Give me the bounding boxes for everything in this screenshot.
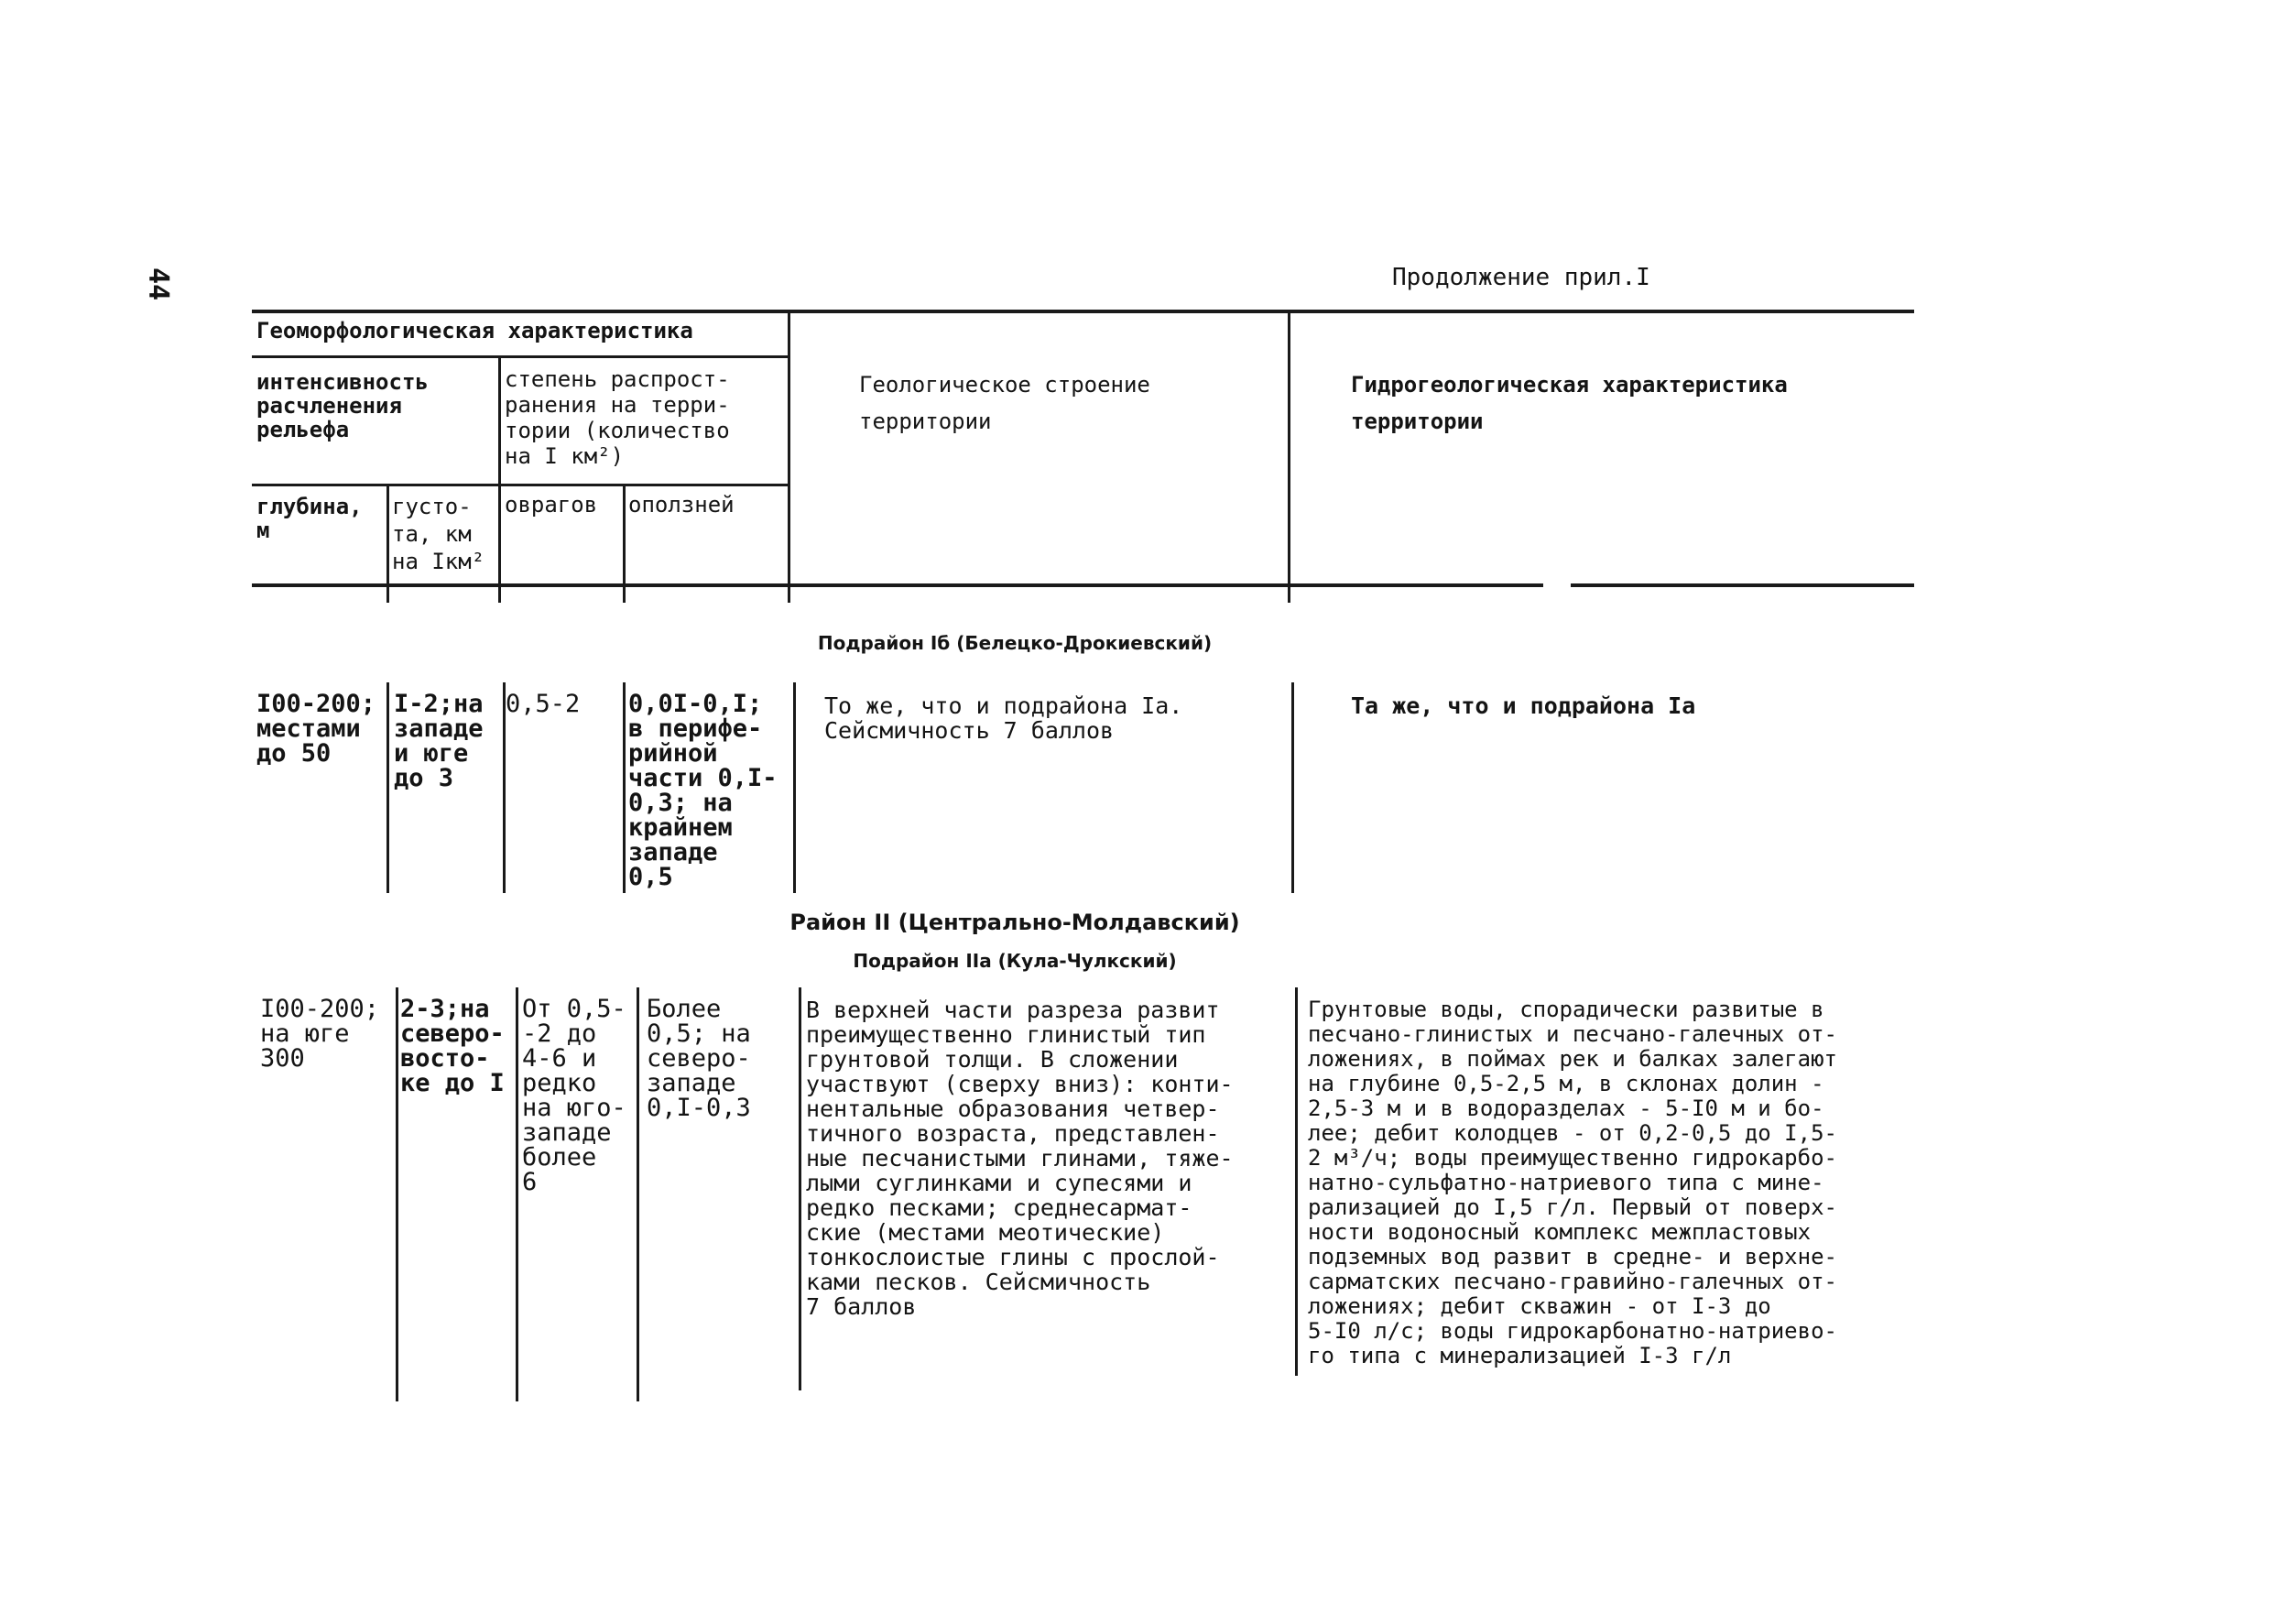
- row1-divider: [386, 682, 389, 893]
- density-cell: 2-3;на северо- восто- ке до I: [400, 995, 505, 1097]
- geomorph-under-rule: [252, 355, 788, 358]
- row2-divider: [1295, 987, 1298, 1376]
- col-divider-landslides: [623, 485, 626, 603]
- ravines-cell: От 0,5- -2 до 4-6 и редко на юго- западе более 6: [522, 995, 626, 1196]
- col-divider-geology: [788, 310, 790, 603]
- ravines-cell: 0,5-2: [506, 690, 581, 718]
- header-bottom-rule: [252, 583, 1543, 587]
- landslides-cell: Более 0,5; на северо- западе 0,I-0,3: [647, 995, 751, 1122]
- degree-header: степень распрост- ранения на терри- тории (количество на I км²): [505, 366, 730, 469]
- depth-cell: I00-200; на юге 300: [260, 995, 380, 1073]
- row1-divider: [793, 682, 796, 893]
- depth-cell: I00-200; местами до 50: [256, 690, 376, 768]
- subregion-heading: Подрайон IIа (Кула-Чулкский): [853, 950, 1177, 972]
- ravines-header: оврагов: [505, 492, 598, 518]
- row2-divider: [637, 987, 639, 1401]
- geomorph-header: Геоморфологическая характеристика: [256, 318, 693, 343]
- row1-divider: [1291, 682, 1294, 893]
- continuation-label: Продолжение прил.I: [1392, 264, 1650, 291]
- geology-cell: То же, что и подрайона Ia. Сейсмичность 7 баллов: [824, 692, 1183, 744]
- col-divider-density: [386, 485, 389, 603]
- density-header: густо- та, км на Iкм²: [392, 494, 485, 574]
- depth-header: глубина, м: [256, 494, 363, 543]
- geology-header: Геологическое строение территории: [859, 372, 1150, 434]
- hydro-cell: Грунтовые воды, спорадически развитые в песчано-глинистых и песчано-галечных от- ложениях, в поймах рек и балках залегают на глубине 0,5-2,5 м, в склонах долин - 2,5-3 м и в водоразделах - 5-I0 м и бо- лее; дебит колодцев - от 0,2-0,5 до I,5- 2 м³/ч; воды преимущественно гидрокарбо- натно-сульфатно-натриевого типа с мине- рализацией до I,5 г/л. Первый от поверх- ности водоносный комплекс межпластовых подземных вод развит в средне- и верхне- сарматских песчано-гравийно-галечных от- ложениях; дебит скважин - от I-3 до 5-I0 л/с; воды гидрокарбонатно-натриево- го типа с минерализацией I-3 г/л: [1308, 997, 1837, 1368]
- subcols-rule: [252, 484, 788, 486]
- density-cell: I-2;на западе и юге до 3: [394, 690, 484, 792]
- hydro-header: Гидрогеологическая характеристика территории: [1351, 372, 1788, 434]
- page-number: 44: [142, 267, 174, 301]
- geology-cell: В верхней части разреза развит преимущественно глинистый тип грунтовой толщи. В сложении участвуют (сверху вниз): конти- нентальные образования четвер- тичного возраста, представлен- ные песчанистыми глинами, тяже- лыми суглинками и супесями и редко песками; среднесармат- ские (местами меотические) тонкослоистые глины с прослой- ками песков. Сейсмичность 7 баллов: [806, 997, 1234, 1320]
- col-divider-hydro: [1288, 310, 1290, 603]
- subregion-heading: Подрайон Iб (Белецко-Дрокиевский): [817, 632, 1213, 654]
- row2-divider: [396, 987, 398, 1401]
- intensity-header: интенсивность расчленения рельефа: [256, 369, 429, 442]
- region-heading: Район II (Центрально-Молдавский): [789, 910, 1240, 935]
- row2-divider: [516, 987, 518, 1401]
- top-rule: [252, 310, 1914, 313]
- landslides-header: оползней: [628, 492, 735, 518]
- row2-divider: [799, 987, 801, 1390]
- hydro-cell: Та же, что и подрайона Ia: [1351, 692, 1696, 719]
- row1-divider: [623, 682, 626, 893]
- landslides-cell: 0,0I-0,I; в перифе- рийной части 0,I- 0,3; на крайнем западе 0,5: [628, 690, 778, 891]
- col-divider-degree: [498, 357, 501, 603]
- header-bottom-rule-right: [1571, 583, 1914, 587]
